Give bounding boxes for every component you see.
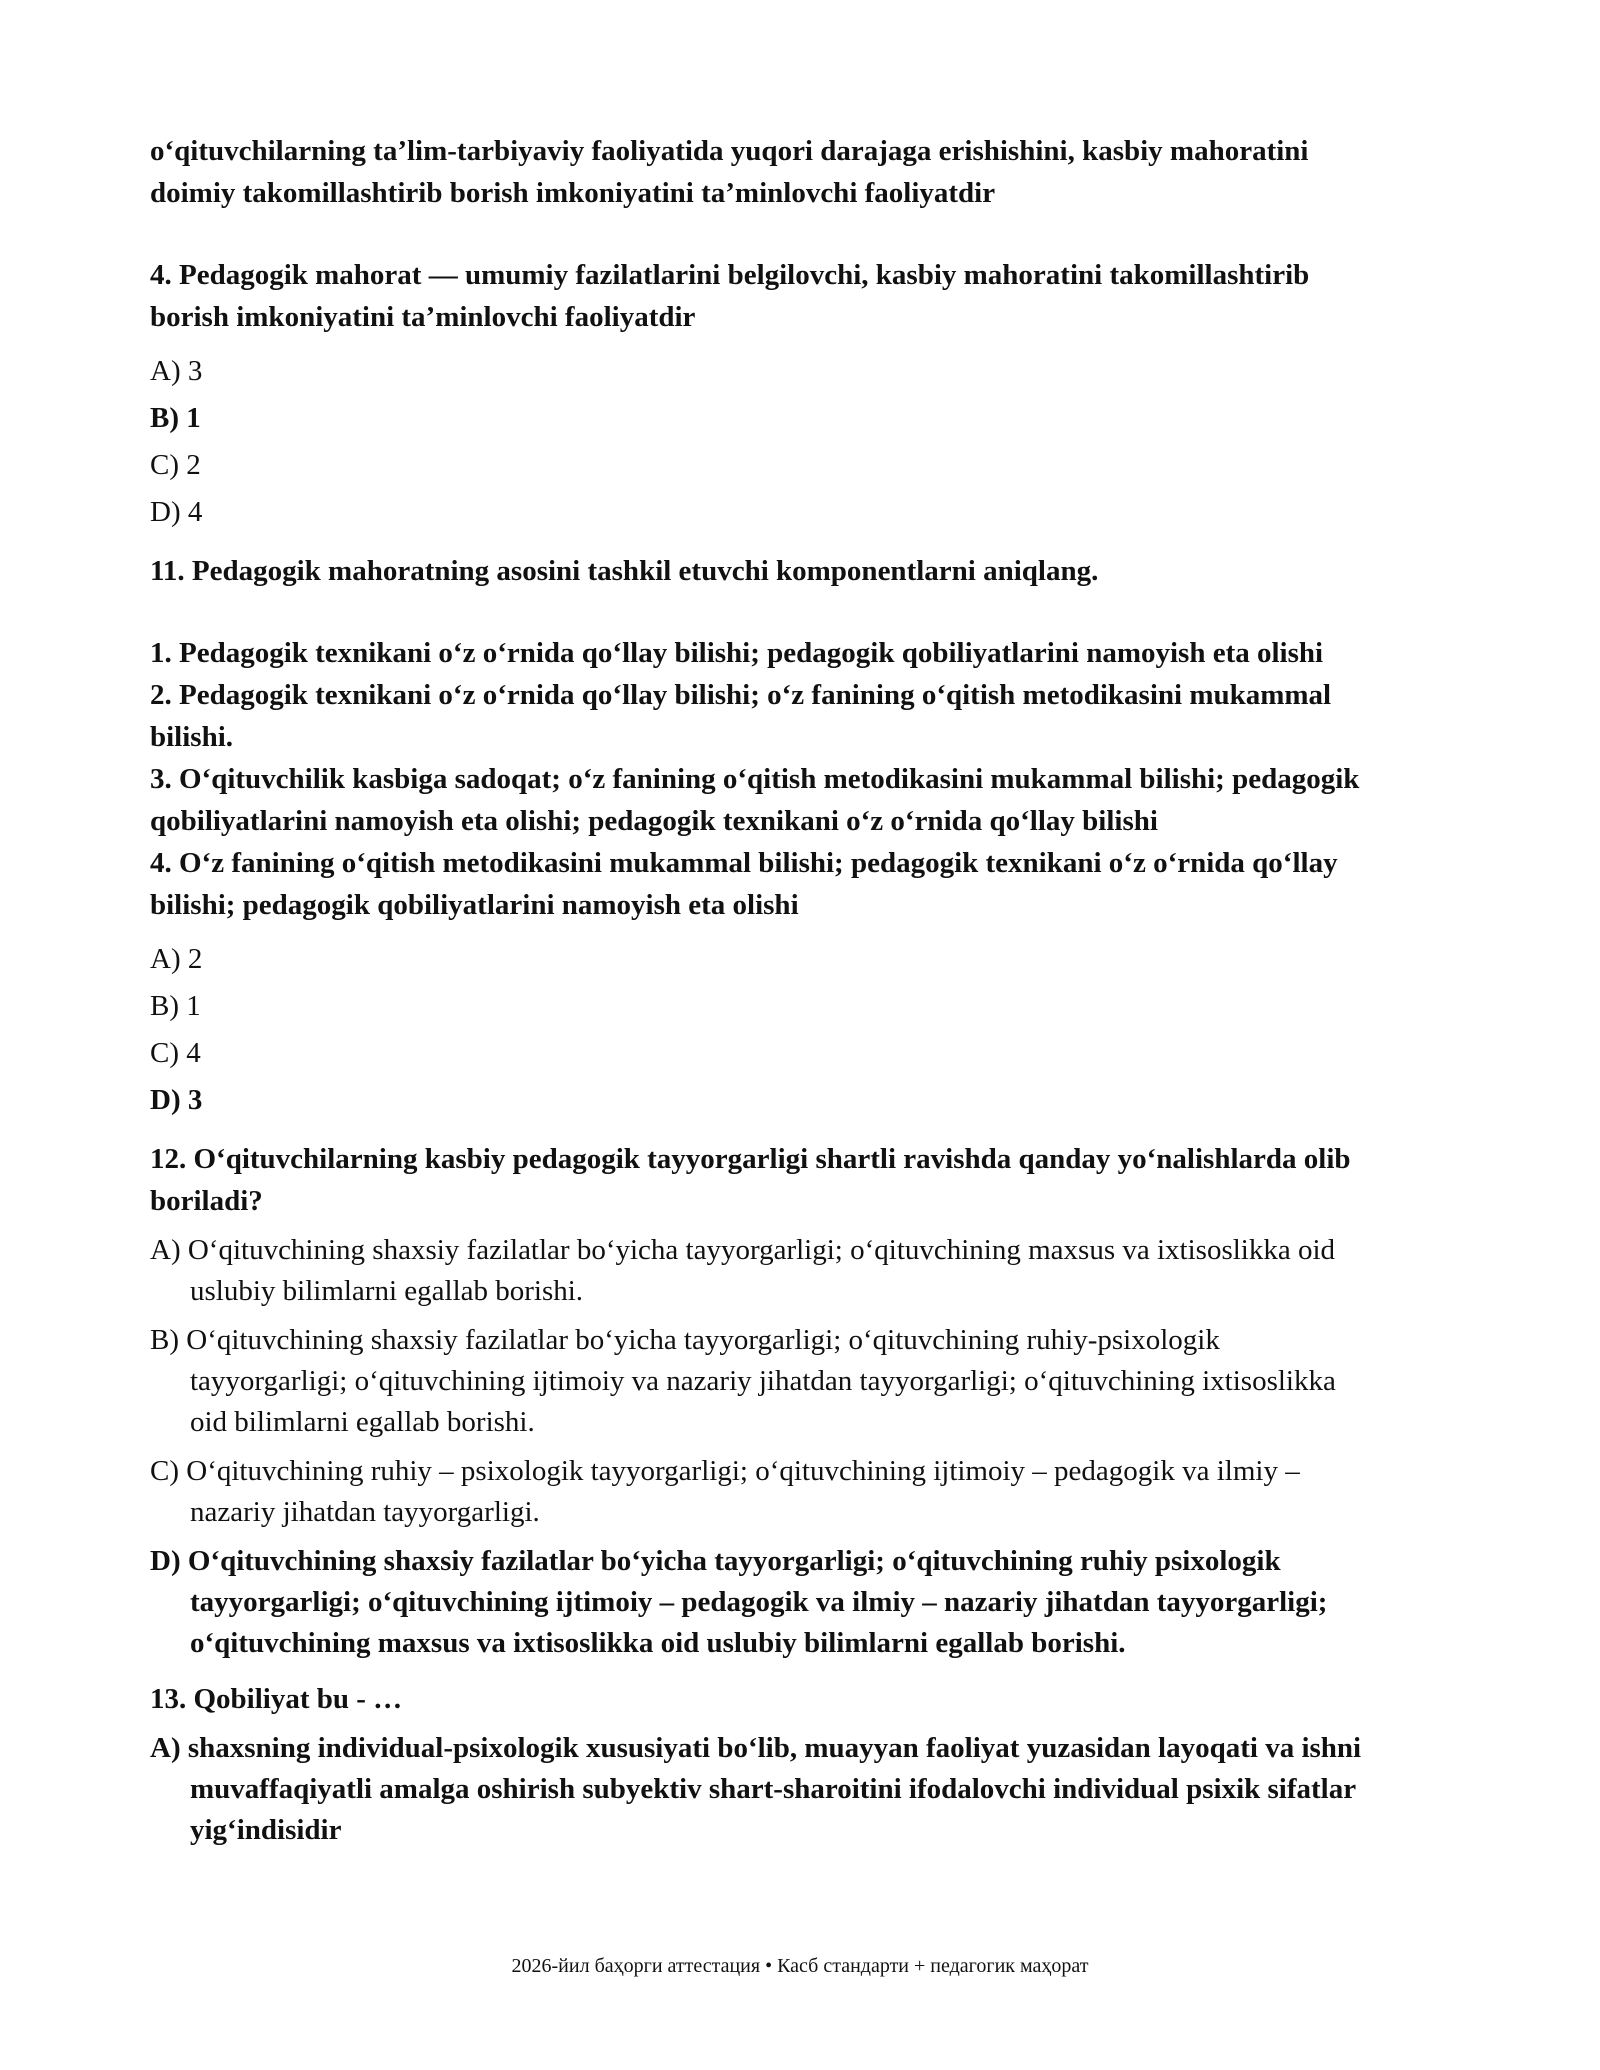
- q12-options: [150, 1230, 1480, 1664]
- q12-option-a: [150, 1230, 1480, 1312]
- group1-option-b-correct: B) 1: [150, 402, 201, 434]
- group1-options: [150, 350, 1480, 533]
- q12-d-line-1: D) O‘qituvchining shaxsiy fazilatlar bo‘yicha tayyorgarligi; o‘qituvchining ruhiy psixologik: [150, 1545, 1281, 1577]
- document-page: [150, 130, 1480, 1859]
- group1-option-c: C) 2: [150, 449, 201, 481]
- q12-title-line-2: boriladi?: [150, 1185, 263, 1217]
- q11-item-line-2: 2. Pedagogik texnikani o‘z o‘rnida qo‘llay bilishi; o‘z fanining o‘qitish metodikasini mukammal: [150, 679, 1332, 711]
- question-13-title: 13. Qobiliyat bu - …: [150, 1683, 403, 1715]
- q12-d-line-2: tayyorgarligi; o‘qituvchining ijtimoiy – pedagogik va ilmiy – nazariy jihatdan tayyorgarligi;: [190, 1586, 1328, 1618]
- q13-option-a-correct: [150, 1728, 1480, 1851]
- q11-option-c: C) 4: [150, 1037, 201, 1069]
- q12-a-line-2: uslubiy bilimlarni egallab borishi.: [190, 1275, 584, 1307]
- q12-c-line-2: nazariy jihatdan tayyorgarligi.: [190, 1496, 540, 1528]
- group1-option-a: A) 3: [150, 355, 203, 387]
- q11-item-line-5: qobiliyatlarini namoyish eta olishi; pedagogik texnikani o‘z o‘rnida qo‘llay bilishi: [150, 805, 1158, 837]
- q12-d-line-3: o‘qituvchining maxsus va ixtisoslikka oid uslubiy bilimlarni egallab borishi.: [190, 1627, 1126, 1659]
- q12-option-d-correct: [150, 1541, 1480, 1664]
- q11-option-b: B) 1: [150, 990, 201, 1022]
- q11-options: [150, 938, 1480, 1121]
- question-11-items: [150, 632, 1480, 926]
- q12-c-line-1: C) O‘qituvchining ruhiy – psixologik tayyorgarligi; o‘qituvchining ijtimoiy – pedagogik va ilmiy –: [150, 1455, 1300, 1487]
- q13-a-line-3: yig‘indisidir: [190, 1814, 342, 1846]
- q12-b-line-1: B) O‘qituvchining shaxsiy fazilatlar bo‘yicha tayyorgarligi; o‘qituvchining ruhiy-psixologik: [150, 1324, 1220, 1356]
- q11-item-line-4: 3. O‘qituvchilik kasbiga sadoqat; o‘z fanining o‘qitish metodikasini mukammal bilishi; pedagogik: [150, 763, 1360, 795]
- q11-item-line-1: 1. Pedagogik texnikani o‘z o‘rnida qo‘llay bilishi; pedagogik qobiliyatlarini namoyish eta olishi: [150, 637, 1324, 669]
- q11-option-d-correct: D) 3: [150, 1084, 203, 1116]
- q11-option-a: A) 2: [150, 943, 203, 975]
- intro-line-2: doimiy takomillashtirib borish imkoniyatini ta’minlovchi faoliyatdir: [150, 177, 996, 209]
- q12-option-b: [150, 1320, 1480, 1443]
- intro-line-1: o‘qituvchilarning ta’lim-tarbiyaviy faoliyatida yuqori darajaga erishishini, kasbiy mahoratini: [150, 135, 1309, 167]
- intro-paragraph: [150, 130, 1480, 214]
- q13-a-line-1: A) shaxsning individual-psixologik xususiyati bo‘lib, muayyan faoliyat yuzasidan layoqati va ishni: [150, 1732, 1362, 1764]
- group1-option-d: D) 4: [150, 496, 203, 528]
- question-12-title: [150, 1138, 1480, 1222]
- statement-4-line-2: borish imkoniyatini ta’minlovchi faoliyatdir: [150, 301, 696, 333]
- q12-b-line-2: tayyorgarligi; o‘qituvchining ijtimoiy va nazariy jihatdan tayyorgarligi; o‘qituvchining ixtisoslikka: [190, 1365, 1336, 1397]
- q13-options: [150, 1728, 1480, 1851]
- q11-item-line-3: bilishi.: [150, 721, 234, 753]
- page-footer: 2026-йил баҳорги аттестация • Касб стандарти + педагогик маҳорат: [511, 1955, 1089, 1977]
- statement-4-line-1: 4. Pedagogik mahorat — umumiy fazilatlarini belgilovchi, kasbiy mahoratini takomillashtirib: [150, 259, 1310, 291]
- q11-item-line-6: 4. O‘z fanining o‘qitish metodikasini mukammal bilishi; pedagogik texnikani o‘z o‘rnida qo‘llay: [150, 847, 1338, 879]
- q12-b-line-3: oid bilimlarni egallab borishi.: [190, 1406, 535, 1438]
- q11-item-line-7: bilishi; pedagogik qobiliyatlarini namoyish eta olishi: [150, 889, 799, 921]
- question-11-title: 11. Pedagogik mahoratning asosini tashkil etuvchi komponentlarni aniqlang.: [150, 555, 1099, 587]
- q12-title-line-1: 12. O‘qituvchilarning kasbiy pedagogik tayyorgarligi shartli ravishda qanday yo‘nalishlarda olib: [150, 1143, 1351, 1175]
- q12-a-line-1: A) O‘qituvchining shaxsiy fazilatlar bo‘yicha tayyorgarligi; o‘qituvchining maxsus va ixtisoslikka oid: [150, 1234, 1336, 1266]
- q12-option-c: [150, 1451, 1480, 1533]
- statement-4: [150, 254, 1480, 338]
- q13-a-line-2: muvaffaqiyatli amalga oshirish subyektiv shart-sharoitini ifodalovchi individual psixik sifatlar: [190, 1773, 1357, 1805]
